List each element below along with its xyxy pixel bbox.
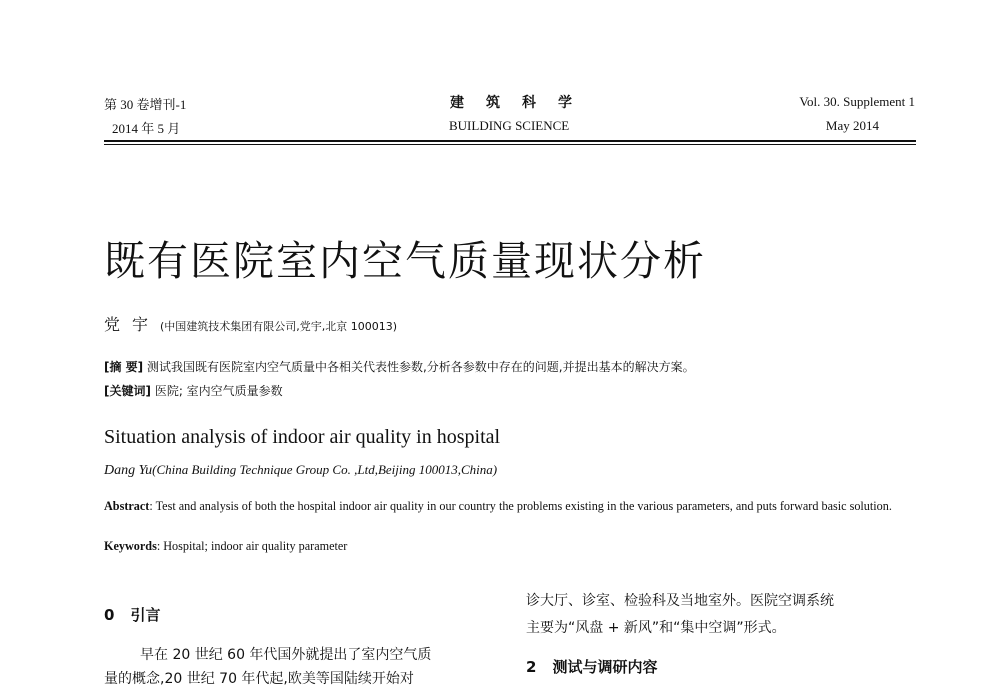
english-abstract-label: Abstract xyxy=(104,499,150,513)
section-0-number: 0 xyxy=(104,606,115,624)
author-affiliation: (中国建筑技术集团有限公司,党宇,北京 100013) xyxy=(160,320,398,333)
header-rule-bottom xyxy=(104,144,916,145)
abstract-cn-label: [摘 要] xyxy=(104,360,144,374)
english-keywords xyxy=(104,539,347,554)
english-author-affiliation: (China Building Technique Group Co. ,Ltd,Beijing 100013,China) xyxy=(152,462,498,477)
author-name: 党宇 xyxy=(104,315,161,334)
author-line xyxy=(104,312,397,335)
journal-date-cn: 2014 年 5 月 xyxy=(112,121,181,136)
english-keywords-text: : Hospital; indoor air quality parameter xyxy=(156,539,348,553)
english-abstract xyxy=(104,496,916,517)
journal-name-en: BUILDING SCIENCE xyxy=(449,118,570,133)
right-column-line2: 主要为“风盘 + 新风”和“集中空调”形式。 xyxy=(526,620,786,636)
abstract-cn-text: 测试我国既有医院室内空气质量中各相关代表性参数,分析各参数中存在的问题,并提出基本的解决方案。 xyxy=(146,360,695,374)
journal-name-cn: 建筑科学 xyxy=(450,96,594,111)
journal-volume: 第 30 卷增刊-1 xyxy=(104,97,187,112)
english-author-name: Dang Yu xyxy=(104,463,153,478)
keywords-cn-label: [关键词] xyxy=(104,384,151,398)
english-abstract-text: : Test and analysis of both the hospital indoor air quality in our country the problems existing in the various parameters, and puts forward basic solution. xyxy=(149,499,892,513)
journal-date-en: May 2014 xyxy=(825,118,879,133)
journal-volume-en: Vol. 30. Supplement 1 xyxy=(799,94,915,109)
section-0-title: 引言 xyxy=(130,606,161,624)
intro-paragraph-line2: 量的概念,20 世纪 70 年代起,欧美等国陆续开始对 xyxy=(104,671,414,687)
right-column-line1: 诊大厅、诊室、检验科及当地室外。医院空调系统 xyxy=(526,593,834,609)
abstract-cn xyxy=(104,358,695,375)
intro-paragraph-line1: 早在 20 世纪 60 年代国外就提出了室内空气质 xyxy=(140,647,432,663)
english-keywords-label: Keywords xyxy=(104,539,157,553)
english-title: Situation analysis of indoor air quality in hospital xyxy=(104,426,501,448)
keywords-cn xyxy=(104,382,283,399)
keywords-cn-text: 医院; 室内空气质量参数 xyxy=(154,384,283,398)
section-0-heading xyxy=(104,604,160,625)
section-2-number: 2 xyxy=(526,658,537,676)
english-author-line xyxy=(104,462,497,479)
header-rule-top xyxy=(104,140,916,142)
section-2-title: 测试与调研内容 xyxy=(552,658,658,676)
section-2-heading xyxy=(526,656,657,677)
paper-title: 既有医院室内空气质量现状分析 xyxy=(104,237,706,285)
